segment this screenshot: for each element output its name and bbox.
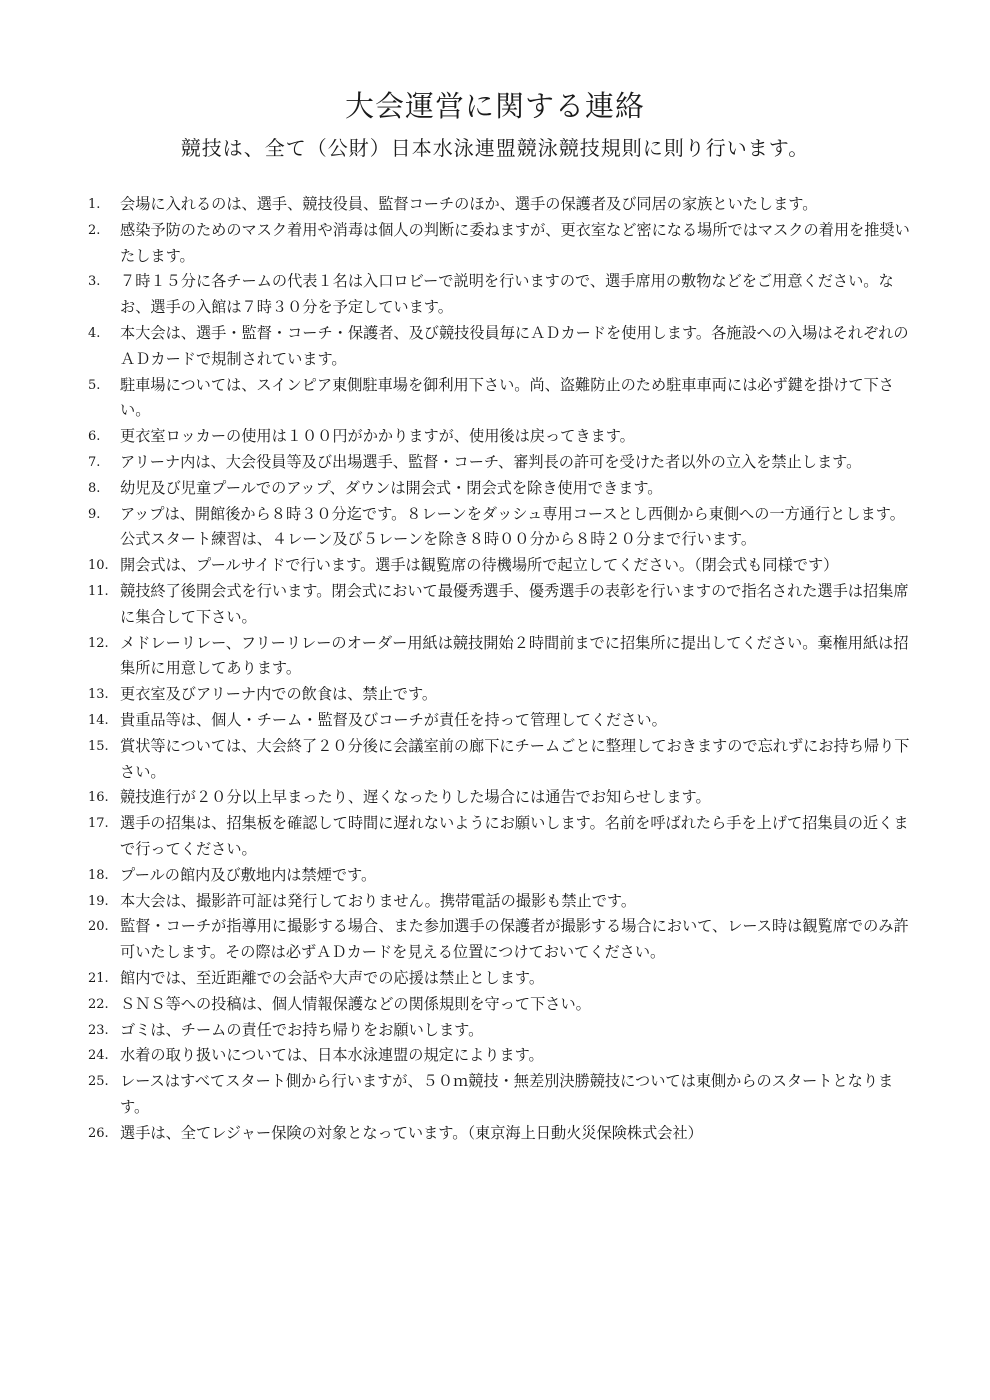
rule-number: 19. <box>88 893 109 909</box>
rule-item <box>88 218 910 270</box>
rule-text: 水着の取り扱いについては、日本水泳連盟の規定によります。 <box>120 1046 544 1065</box>
rule-item <box>88 785 910 811</box>
rule-number: 24. <box>88 1048 109 1064</box>
rule-item <box>88 1069 910 1121</box>
rule-number: 26. <box>88 1125 109 1141</box>
rule-number: 5. <box>88 377 101 393</box>
rule-item <box>88 450 910 476</box>
rule-text: ＳＮＳ等への投稿は、個人情報保護などの関係規則を守って下さい。 <box>120 994 591 1013</box>
rule-item <box>88 734 910 786</box>
rule-number: 21. <box>88 970 109 986</box>
rule-item <box>88 579 910 631</box>
rule-item <box>88 631 910 683</box>
rule-item <box>88 1043 910 1069</box>
rule-item <box>88 1018 910 1044</box>
rule-text: 選手の招集は、招集板を確認して時間に遅れないようにお願いします。名前を呼ばれたら手を上げて招集員の近くまで行ってください。 <box>120 814 909 858</box>
rule-text: 会場に入れるのは、選手、競技役員、監督コーチのほか、選手の保護者及び同居の家族といたします。 <box>120 195 818 213</box>
rule-number: 2. <box>88 222 101 238</box>
rule-number: 7. <box>88 454 101 470</box>
rule-number: 14. <box>88 712 109 728</box>
rule-item <box>88 502 910 554</box>
rule-text: ７時１５分に各チームの代表１名は入口ロビーで説明を行いますので、選手席用の敷物などをご用意ください。なお、選手の入館は７時３０分を予定しています。 <box>120 272 894 317</box>
rule-number: 3. <box>88 274 101 290</box>
rule-item <box>88 553 910 579</box>
rule-item <box>88 992 910 1018</box>
rule-text: レースはすべてスタート側から行いますが、５０ｍ競技・無差別決勝競技については東側からのスタートとなります。 <box>120 1072 894 1116</box>
rule-number: 10. <box>88 558 109 574</box>
rule-number: 23. <box>88 1022 109 1038</box>
rule-number: 8. <box>88 480 101 496</box>
rule-number: 11. <box>88 583 109 599</box>
rule-text: 競技進行が２０分以上早まったり、遅くなったりした場合には通告でお知らせします。 <box>120 788 711 807</box>
rule-number: 16. <box>88 790 109 806</box>
rule-item <box>88 373 910 425</box>
rule-number: 17. <box>88 816 109 832</box>
rule-number: 13. <box>88 687 109 703</box>
rule-text: 賞状等については、大会終了２０分後に会議室前の廊下にチームごとに整理しておきますので忘れずにお持ち帰り下さい。 <box>120 736 910 781</box>
rule-item <box>88 1121 910 1147</box>
rule-text: プールの館内及び敷地内は禁煙です。 <box>120 865 377 884</box>
rule-item <box>88 811 910 863</box>
rule-item <box>88 424 910 450</box>
rule-text: 監督・コーチが指導用に撮影する場合、また参加選手の保護者が撮影する場合において、レース時は観覧席でのみ許可いたします。その際は必ずＡＤカードを見える位置につけておいてください。 <box>120 917 909 962</box>
rule-item <box>88 863 910 889</box>
rule-item <box>88 321 910 373</box>
rule-text: 更衣室及びアリーナ内での飲食は、禁止です。 <box>120 685 438 704</box>
rule-number: 15. <box>88 738 109 754</box>
rule-text: 選手は、全てレジャー保険の対象となっています。（東京海上日動火災保険株式会社） <box>120 1123 703 1142</box>
rule-number: 12. <box>88 635 109 651</box>
rule-text: 駐車場については、スインピア東側駐車場を御利用下さい。尚、盗難防止のため駐車車両には必ず鍵を掛けて下さい。 <box>120 375 894 420</box>
rule-item <box>88 914 910 966</box>
rule-text: 幼児及び児童プールでのアップ、ダウンは開会式・閉会式を除き使用できます。 <box>120 478 663 497</box>
rule-number: 18. <box>88 867 109 883</box>
rule-text: アリーナ内は、大会役員等及び出場選手、監督・コーチ、審判長の許可を受けた者以外の立入を禁止します。 <box>120 452 862 471</box>
rule-text: 感染予防のためのマスク着用や消毒は個人の判断に委ねますが、更衣室など密になる場所ではマスクの着用を推奨いたします。 <box>120 220 910 265</box>
rule-text: 開会式は、プールサイドで行います。選手は観覧席の待機場所で起立してください。（閉会式も同様です） <box>120 556 839 575</box>
rule-item <box>88 269 910 321</box>
rule-item <box>88 889 910 915</box>
rule-number: 4. <box>88 325 101 341</box>
rule-text: 館内では、至近距離での会話や大声での応援は禁止とします。 <box>120 968 545 987</box>
rule-item <box>88 192 910 218</box>
rule-text: 競技終了後開会式を行います。閉会式において最優秀選手、優秀選手の表彰を行いますので指名された選手は招集席に集合して下さい。 <box>120 581 909 626</box>
rule-text: ゴミは、チームの責任でお持ち帰りをお願いします。 <box>120 1020 484 1039</box>
rule-text: 更衣室ロッカーの使用は１００円がかかりますが、使用後は戻ってきます。 <box>120 427 635 446</box>
rule-item <box>88 966 910 992</box>
rule-number: 6. <box>88 429 101 445</box>
page-title: 大会運営に関する連絡 <box>344 89 645 123</box>
rule-number: 20. <box>88 919 109 935</box>
rule-text: 本大会は、選手・監督・コーチ・保護者、及び競技役員毎にＡＤカードを使用します。各施設への入場はそれぞれのＡＤカードで規制されています。 <box>120 323 909 368</box>
rule-text: メドレーリレー、フリーリレーのオーダー用紙は競技開始２時間前までに招集所に提出してください。棄権用紙は招集所に用意してあります。 <box>120 633 909 678</box>
rule-number: 9. <box>88 506 101 522</box>
rule-number: 22. <box>88 996 109 1012</box>
rule-item <box>88 476 910 502</box>
rule-text: 本大会は、撮影許可証は発行しておりません。携帯電話の撮影も禁止です。 <box>120 891 637 910</box>
rule-text: 貴重品等は、個人・チーム・監督及びコーチが責任を持って管理してください。 <box>120 710 667 729</box>
rule-item <box>88 682 910 708</box>
rule-number: 1. <box>88 197 101 212</box>
rules-list <box>88 192 910 1146</box>
rule-number: 25. <box>88 1074 109 1090</box>
rule-item <box>88 708 910 734</box>
page-subtitle: 競技は、全て（公財）日本水泳連盟競泳競技規則に則り行います。 <box>180 136 810 160</box>
rule-text: アップは、開館後から８時３０分迄です。８レーンをダッシュ専用コースとし西側から東側への一方通行とします。公式スタート練習は、４レーン及び５レーンを除き８時００分から８時２０分まで行います。 <box>120 504 905 549</box>
